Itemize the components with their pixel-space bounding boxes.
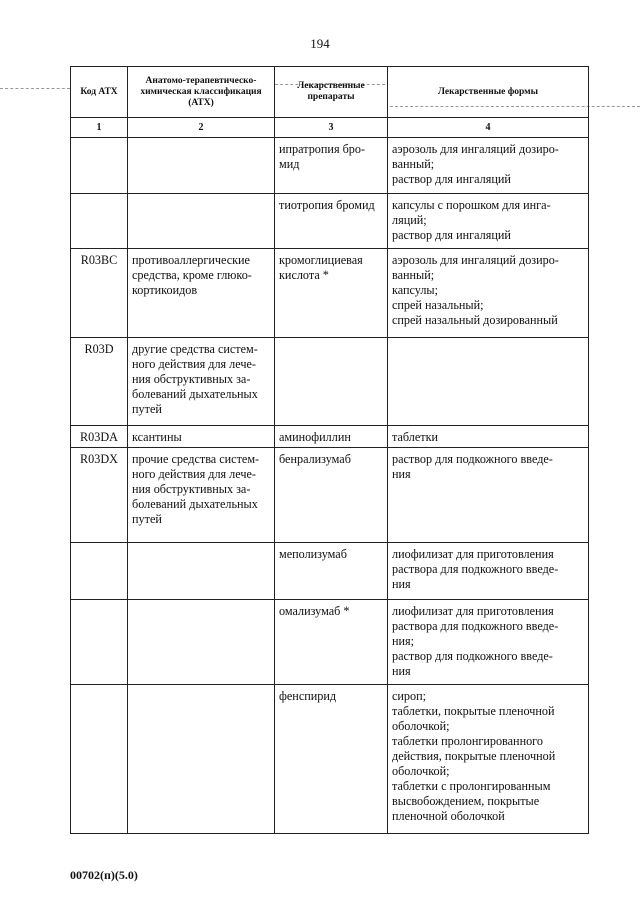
drug-name-cell: омализумаб * bbox=[275, 600, 388, 685]
dosage-forms-cell: раствор для подкожного введе- ния bbox=[388, 448, 589, 543]
dosage-forms-cell bbox=[388, 338, 589, 426]
column-number-1: 1 bbox=[71, 118, 128, 138]
footer-document-code: 00702(п)(5.0) bbox=[70, 868, 138, 882]
dosage-forms-cell: лиофилизат для приготовления раствора для подкожного введе- ния; раствор для подкожного введе- ния bbox=[388, 600, 589, 685]
drug-name-cell: меполизумаб bbox=[275, 543, 388, 600]
drug-classification-table bbox=[70, 66, 589, 834]
dosage-forms-cell: таблетки bbox=[388, 426, 589, 448]
drug-name-cell: аминофиллин bbox=[275, 426, 388, 448]
atc-code-cell bbox=[71, 194, 128, 249]
column-number-4: 4 bbox=[388, 118, 589, 138]
atc-code-cell bbox=[71, 685, 128, 834]
table-row bbox=[71, 138, 589, 194]
atc-code-cell bbox=[71, 543, 128, 600]
drug-name-cell: фенспирид bbox=[275, 685, 388, 834]
scan-artifact-line-left bbox=[0, 88, 70, 89]
dosage-forms-cell: капсулы с порошком для инга- ляций; раствор для ингаляций bbox=[388, 194, 589, 249]
atc-code-cell: R03DA bbox=[71, 426, 128, 448]
table-row bbox=[71, 426, 589, 448]
classification-cell bbox=[128, 685, 275, 834]
drug-name-cell: кромоглициевая кислота * bbox=[275, 249, 388, 338]
column-number-3: 3 bbox=[275, 118, 388, 138]
table-row bbox=[71, 600, 589, 685]
table-row bbox=[71, 448, 589, 543]
drug-name-cell bbox=[275, 338, 388, 426]
drug-name-cell: тиотропия бромид bbox=[275, 194, 388, 249]
classification-cell: противоаллергические средства, кроме глюко- кортикоидов bbox=[128, 249, 275, 338]
atc-code-cell: R03D bbox=[71, 338, 128, 426]
table-row bbox=[71, 685, 589, 834]
table-row bbox=[71, 543, 589, 600]
table-row bbox=[71, 249, 589, 338]
dosage-forms-cell: сироп; таблетки, покрытые пленочной оболочкой; таблетки пролонгированного действия, покрытые пленочной оболочкой; таблетки с пролонгированным высвобождением, покрытые пленочной оболочкой bbox=[388, 685, 589, 834]
header-drugs: Лекарственные препараты bbox=[275, 67, 388, 118]
classification-cell: ксантины bbox=[128, 426, 275, 448]
atc-code-cell bbox=[71, 600, 128, 685]
table-row bbox=[71, 194, 589, 249]
classification-cell bbox=[128, 600, 275, 685]
header-atc-classification: Анатомо-терапевтическо-химическая классификация (АТХ) bbox=[128, 67, 275, 118]
page-number: 194 bbox=[310, 36, 330, 51]
classification-cell bbox=[128, 194, 275, 249]
atc-code-cell: R03DX bbox=[71, 448, 128, 543]
column-number-row bbox=[71, 118, 589, 138]
drug-name-cell: бенрализумаб bbox=[275, 448, 388, 543]
classification-cell bbox=[128, 138, 275, 194]
table-row bbox=[71, 338, 589, 426]
header-dosage-forms: Лекарственные формы bbox=[388, 67, 589, 118]
table-header-row bbox=[71, 67, 589, 118]
classification-cell: другие средства систем- ного действия для лече- ния обструктивных за- болеваний дыхательных путей bbox=[128, 338, 275, 426]
header-atc-code: Код АТХ bbox=[71, 67, 128, 118]
dosage-forms-cell: аэрозоль для ингаляций дозиро- ванный; раствор для ингаляций bbox=[388, 138, 589, 194]
dosage-forms-cell: лиофилизат для приготовления раствора для подкожного введе- ния bbox=[388, 543, 589, 600]
classification-cell: прочие средства систем- ного действия для лече- ния обструктивных за- болеваний дыхательных путей bbox=[128, 448, 275, 543]
dosage-forms-cell: аэрозоль для ингаляций дозиро- ванный; капсулы; спрей назальный; спрей назальный дозированный bbox=[388, 249, 589, 338]
table-body bbox=[71, 138, 589, 834]
atc-code-cell bbox=[71, 138, 128, 194]
column-number-2: 2 bbox=[128, 118, 275, 138]
atc-code-cell: R03BC bbox=[71, 249, 128, 338]
classification-cell bbox=[128, 543, 275, 600]
drug-name-cell: ипратропия бро- мид bbox=[275, 138, 388, 194]
